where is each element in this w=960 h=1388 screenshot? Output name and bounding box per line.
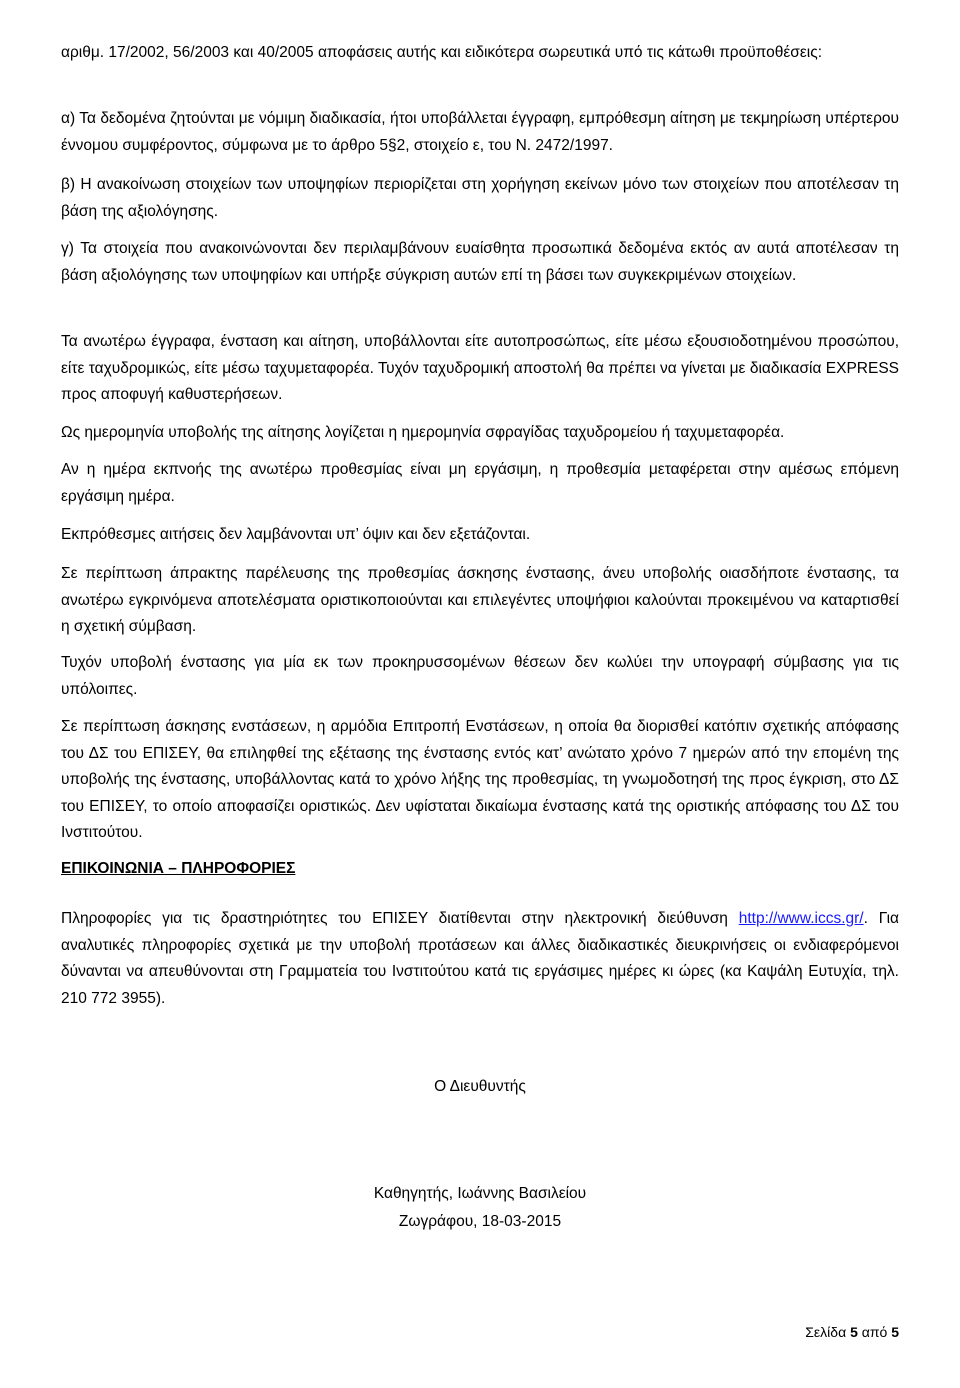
iccs-website-link[interactable]: http://www.iccs.gr/ <box>738 910 864 927</box>
paragraph-intro: αριθμ. 17/2002, 56/2003 και 40/2005 αποφάσεις αυτής και ειδικότερα σωρευτικά υπό τις κάτωθι προϋποθέσεις: <box>61 44 822 61</box>
signature-place-date: Ζωγράφου, 18-03-2015 <box>398 1213 562 1230</box>
signature-name: Καθηγητής, Ιωάννης Βασιλείου <box>373 1185 587 1202</box>
page-number-total: 5 <box>891 1324 899 1340</box>
page-number-middle: από <box>857 1324 892 1340</box>
page-number-prefix: Σελίδα <box>805 1324 851 1340</box>
paragraph-submission-date: Ως ημερομηνία υποβολής της αίτησης λογίζεται η ημερομηνία σφραγίδας ταχυδρομείου ή ταχυμεταφορέα. <box>61 424 785 441</box>
signature-title: Ο Διευθυντής <box>434 1078 526 1095</box>
page-number-current: 5 <box>850 1324 858 1340</box>
paragraph-partial-objection: Τυχόν υποβολή ένστασης για μία εκ των προκηρυσσομένων θέσεων δεν κωλύει την υπογραφή σύμβασης για τις υπόλοιπες. <box>61 654 899 698</box>
paragraph-objection-committee: Σε περίπτωση άσκησης ενστάσεων, η αρμόδια Επιτροπή Ενστάσεων, η οποία θα διορισθεί κατόπιν σχετικής απόφασης του ΔΣ του ΕΠΙΣΕΥ, θα επιληφθεί της εξέτασης της ένστασης εντός κατ’ ανώτατο χρόνο 7 ημερών από την επομένη της υποβολής της ένστασης, υποβάλλοντας κατά το χρόνο λήξης της προθεσμίας, τη γνωμοδοτησή της προς έγκριση, στο ΔΣ του ΕΠΙΣΕΥ, το οποίο αποφασίζει οριστικώς. Δεν υφίσταται δικαίωμα ένστασης κατά της οριστικής απόφασης του ΔΣ του Ινστιτούτου. <box>61 718 899 841</box>
paragraph-condition-c: γ) Τα στοιχεία που ανακοινώνονται δεν περιλαμβάνουν ευαίσθητα προσωπικά δεδομένα εκτός αν αυτά αποτέλεσαν τη βάση αξιολόγησης των υποψηφίων και υπήρξε σύγκριση αυτών επί τη βάσει των συγκεκριμένων στοιχείων. <box>61 240 899 284</box>
contact-text-before-link: Πληροφορίες για τις δραστηριότητες του ΕΠΙΣΕΥ διατίθενται στην ηλεκτρονική διεύθυνση <box>61 910 739 927</box>
contact-text-after-link: . Για αναλυτικές πληροφορίες σχετικά με την υποβολή προτάσεων και άλλες διαδικαστικές διευκρινήσεις οι ενδιαφερόμενοι δύνανται να απευθύνονται στη Γραμματεία του Ινστιτούτου κατά τις εργάσιμες ημέρες κι ώρες (κα Καψάλη Ευτυχία, τηλ. 210 772 3955). <box>61 910 899 1007</box>
contact-heading: ΕΠΙΚΟΙΝΩΝΙΑ – ΠΛΗΡΟΦΟΡΙΕΣ <box>61 860 296 877</box>
paragraph-submission: Τα ανωτέρω έγγραφα, ένσταση και αίτηση, υποβάλλονται είτε αυτοπροσώπως, είτε μέσω εξουσιοδοτημένου προσώπου, είτε ταχυδρομικώς, είτε μέσω ταχυμεταφορέα. Τυχόν ταχυδρομική αποστολή θα πρέπει να γίνεται με διαδικασία EXPRESS προς αποφυγή καθυστερήσεων. <box>61 333 899 403</box>
paragraph-late-applications: Εκπρόθεσμες αιτήσεις δεν λαμβάνονται υπ’ όψιν και δεν εξετάζονται. <box>61 526 531 543</box>
paragraph-no-objection: Σε περίπτωση άπρακτης παρέλευσης της προθεσμίας άσκησης ένστασης, άνευ υποβολής οιασδήποτε ένστασης, τα ανωτέρω εγκρινόμενα αποτελέσματα οριστικοποιούνται και επιλεγέντες υποψήφιοι καλούνται προκειμένου να καταρτισθεί η σχετική σύμβαση. <box>61 565 899 635</box>
page-number <box>805 1324 899 1340</box>
paragraph-condition-b: β) Η ανακοίνωση στοιχείων των υποψηφίων περιορίζεται στη χορήγηση εκείνων μόνο των στοιχείων που αποτέλεσαν τη βάση της αξιολόγησης. <box>61 176 899 220</box>
paragraph-condition-a: α) Τα δεδομένα ζητούνται με νόμιμη διαδικασία, ήτοι υποβάλλεται έγγραφη, εμπρόθεσμη αίτηση με τεκμηρίωση υπέρτερου έννομου συμφέροντος, σύμφωνα με το άρθρο 5§2, στοιχείο ε, του Ν. 2472/1997. <box>61 110 899 154</box>
paragraph-deadline-holiday: Αν η ημέρα εκπνοής της ανωτέρω προθεσμίας είναι μη εργάσιμη, η προθεσμία μεταφέρεται στην αμέσως επόμενη εργάσιμη ημέρα. <box>61 461 899 505</box>
paragraph-contact <box>61 906 899 1012</box>
